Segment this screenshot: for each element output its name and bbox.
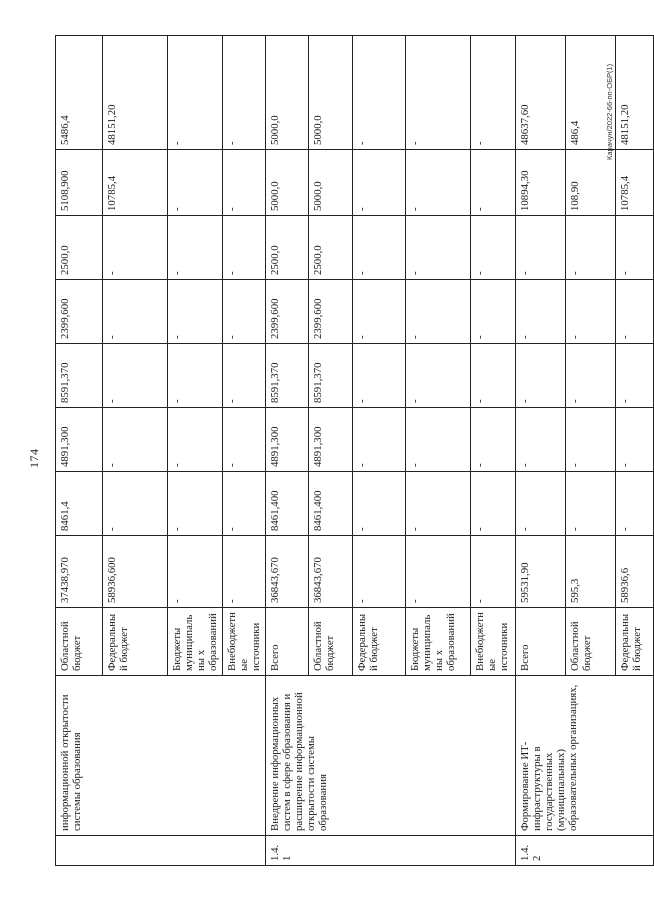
value-cell: - <box>406 472 471 536</box>
item-description-cell: Формирование ИТ-инфраструктуры в государственных (муниципальных) образовательных организациях, <box>516 676 654 836</box>
funding-source-cell: Областной бюджет <box>56 608 103 676</box>
value-cell: - <box>168 408 223 472</box>
value-cell: - <box>168 36 223 150</box>
funding-source-cell: Бюджеты муниципальны х образований <box>406 608 471 676</box>
value-cell: - <box>566 472 616 536</box>
value-cell: 4891,300 <box>56 408 103 472</box>
row-1-4-2-vsego <box>516 36 566 866</box>
value-cell: - <box>353 280 406 344</box>
value-cell: - <box>471 216 516 280</box>
value-cell: - <box>516 344 566 408</box>
value-cell: 2399,600 <box>266 280 309 344</box>
value-cell: 59531,90 <box>516 536 566 608</box>
value-cell: 8461,400 <box>266 472 309 536</box>
value-cell: 36843,670 <box>309 536 353 608</box>
value-cell: 5000,0 <box>309 36 353 150</box>
value-cell: - <box>406 408 471 472</box>
value-cell: 5000,0 <box>266 36 309 150</box>
value-cell: - <box>516 408 566 472</box>
funding-source-cell: Бюджеты муниципальны х образований <box>168 608 223 676</box>
value-cell: 2399,600 <box>309 280 353 344</box>
value-cell: 10785,4 <box>103 150 168 216</box>
value-cell: - <box>103 280 168 344</box>
value-cell: 2399,600 <box>56 280 103 344</box>
funding-source-cell: Федеральный бюджет <box>353 608 406 676</box>
item-description-cell: Внедрение информационных систем в сфере образования и расширение информационной открытости системы образования <box>266 676 516 836</box>
value-cell: 2500,0 <box>56 216 103 280</box>
value-cell: 486,4 <box>566 36 616 150</box>
value-cell: - <box>353 472 406 536</box>
value-cell: 58936,600 <box>103 536 168 608</box>
value-cell: - <box>516 472 566 536</box>
value-cell: 48637,60 <box>516 36 566 150</box>
value-cell: - <box>223 280 266 344</box>
value-cell: - <box>471 344 516 408</box>
value-cell: - <box>471 472 516 536</box>
value-cell: - <box>516 280 566 344</box>
value-cell: 5486,4 <box>56 36 103 150</box>
page-number: 174 <box>27 448 41 468</box>
value-cell: - <box>616 216 654 280</box>
value-cell: 108,90 <box>566 150 616 216</box>
item-number-cell: 1.4.2 <box>516 836 654 866</box>
value-cell: - <box>223 472 266 536</box>
value-cell: - <box>353 150 406 216</box>
value-cell: - <box>471 280 516 344</box>
value-cell: - <box>353 216 406 280</box>
value-cell: - <box>471 536 516 608</box>
value-cell: 8461,4 <box>56 472 103 536</box>
row-continuation-oblastnoy <box>56 36 103 866</box>
value-cell: - <box>103 344 168 408</box>
value-cell: 48151,20 <box>103 36 168 150</box>
value-cell: - <box>353 408 406 472</box>
value-cell: - <box>103 216 168 280</box>
value-cell: 5108,900 <box>56 150 103 216</box>
value-cell: - <box>566 408 616 472</box>
value-cell: - <box>103 472 168 536</box>
funding-source-cell: Федеральный бюджет <box>616 608 654 676</box>
value-cell: - <box>566 280 616 344</box>
value-cell: - <box>566 344 616 408</box>
value-cell: - <box>406 36 471 150</box>
funding-source-cell: Областной бюджет <box>566 608 616 676</box>
value-cell: 10894,30 <box>516 150 566 216</box>
value-cell: - <box>406 344 471 408</box>
value-cell: - <box>616 344 654 408</box>
value-cell: 8461,400 <box>309 472 353 536</box>
value-cell: - <box>223 36 266 150</box>
value-cell: 2500,0 <box>266 216 309 280</box>
value-cell: 5000,0 <box>309 150 353 216</box>
value-cell: - <box>168 150 223 216</box>
value-cell: 4891,300 <box>266 408 309 472</box>
value-cell: 36843,670 <box>266 536 309 608</box>
value-cell: 8591,370 <box>56 344 103 408</box>
value-cell: - <box>168 344 223 408</box>
value-cell: - <box>616 408 654 472</box>
funding-source-cell: Всего <box>266 608 309 676</box>
value-cell: 37438,970 <box>56 536 103 608</box>
value-cell: - <box>168 216 223 280</box>
value-cell: 48151,20 <box>616 36 654 150</box>
value-cell: - <box>616 472 654 536</box>
value-cell: - <box>471 408 516 472</box>
value-cell: - <box>353 344 406 408</box>
budget-table <box>55 35 654 866</box>
value-cell: 8591,370 <box>266 344 309 408</box>
funding-source-cell: Внебюджетные источники <box>223 608 266 676</box>
item-description-cell: информационной открытости системы образования <box>56 676 266 836</box>
value-cell: - <box>223 536 266 608</box>
value-cell: 4891,300 <box>309 408 353 472</box>
value-cell: - <box>223 344 266 408</box>
value-cell: - <box>103 408 168 472</box>
value-cell: 595,3 <box>566 536 616 608</box>
value-cell: - <box>223 408 266 472</box>
value-cell: - <box>168 472 223 536</box>
value-cell: - <box>406 150 471 216</box>
value-cell: - <box>406 536 471 608</box>
value-cell: - <box>566 216 616 280</box>
value-cell: - <box>406 216 471 280</box>
value-cell: 10785,4 <box>616 150 654 216</box>
value-cell: - <box>168 536 223 608</box>
funding-source-cell: Всего <box>516 608 566 676</box>
value-cell: 5000,0 <box>266 150 309 216</box>
funding-source-cell: Областной бюджет <box>309 608 353 676</box>
value-cell: - <box>471 36 516 150</box>
item-number-cell <box>56 836 266 866</box>
row-1-4-1-vsego <box>266 36 309 866</box>
value-cell: - <box>168 280 223 344</box>
funding-source-cell: Федеральный бюджет <box>103 608 168 676</box>
document-stamp: Карачун/2022-66-пп-ОБР(1) <box>605 63 614 160</box>
value-cell: 58936,6 <box>616 536 654 608</box>
item-number-cell: 1.4.1 <box>266 836 516 866</box>
value-cell: - <box>353 36 406 150</box>
value-cell: - <box>223 150 266 216</box>
value-cell: - <box>223 216 266 280</box>
value-cell: - <box>353 536 406 608</box>
value-cell: 8591,370 <box>309 344 353 408</box>
funding-source-cell: Внебюджетные источники <box>471 608 516 676</box>
value-cell: 2500,0 <box>309 216 353 280</box>
value-cell: - <box>616 280 654 344</box>
value-cell: - <box>406 280 471 344</box>
value-cell: - <box>471 150 516 216</box>
value-cell: - <box>516 216 566 280</box>
